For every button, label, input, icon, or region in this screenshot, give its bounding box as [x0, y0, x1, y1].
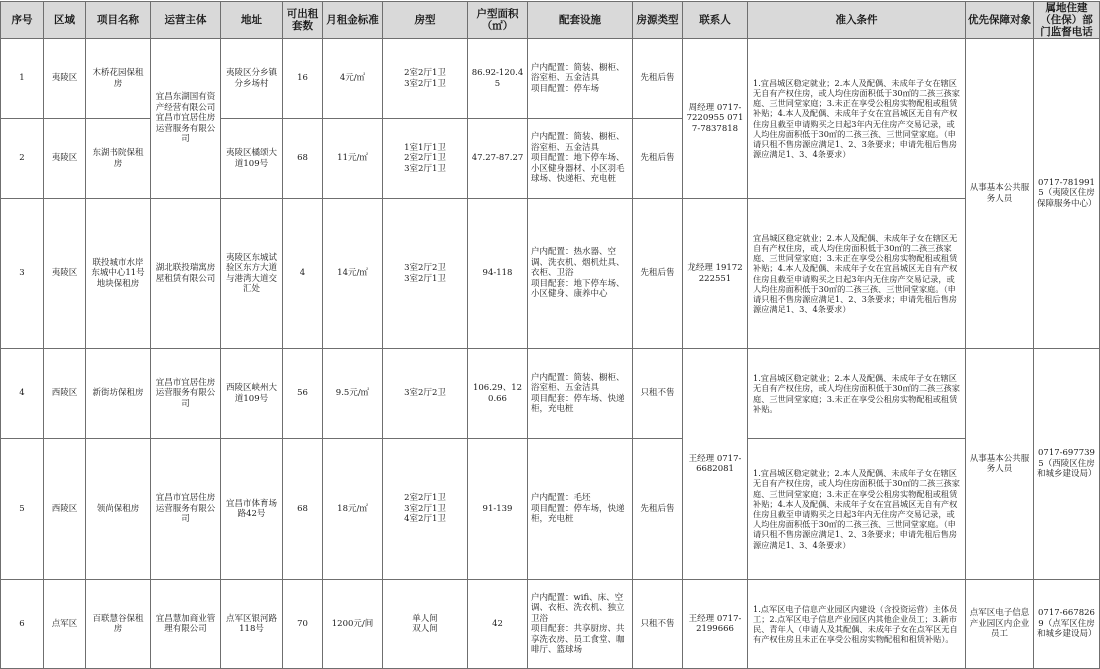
header-area: 区域 [44, 2, 86, 39]
cell-layout [383, 349, 468, 439]
header-no: 序号 [1, 2, 44, 39]
cell-housing-type: 先租后售 [633, 439, 683, 580]
header-unit-count: 可出租套数 [283, 2, 323, 39]
cell-size: 106.29、120.66 [468, 349, 528, 439]
cell-rent: 11元/㎡ [323, 119, 383, 199]
header-row [1, 2, 1100, 39]
layout-line: 双人间 [412, 624, 438, 634]
cell-area: 夷陵区 [44, 199, 86, 349]
cell-size: 91-139 [468, 439, 528, 580]
facility-line: 项目配置：停车场 [531, 83, 600, 94]
cell-layout [383, 580, 468, 669]
header-requirements: 准入条件 [748, 2, 966, 39]
layout-line: 3室2厅1卫 [404, 273, 446, 284]
cell-requirements: 1.宜昌城区稳定就业；2.本人及配偶、未成年子女在辖区无自有产权住房，或人均住房面积低于30㎡的二孩三孩家庭、三世同堂家庭；3.未正在享受公租房实物配租或租赁补贴；4.本人及配偶、未成年子女在宜昌城区无自有产权住房且截至申请购买之日起3年内无住房产交易记录，或人均住房面积低于30㎡的二孩三孩、三世同堂家庭。（申请只租不售房源应满足1、2、3条要求；申请先租后售房源应满足1、3、4条要求） [748, 439, 966, 580]
cell-no: 2 [1, 119, 44, 199]
cell-contact: 王经理 0717-2199666 [683, 580, 748, 669]
cell-unit-count: 56 [283, 349, 323, 439]
cell-layout [383, 199, 468, 349]
cell-no: 6 [1, 580, 44, 669]
table-row [1, 349, 1100, 439]
cell-housing-type: 先租后售 [633, 119, 683, 199]
cell-area: 西陵区 [44, 439, 86, 580]
cell-project-name: 百联慧谷保租房 [86, 580, 151, 669]
cell-rent: 1200元/间 [323, 580, 383, 669]
cell-area: 西陵区 [44, 349, 86, 439]
cell-operator: 宜昌市宜居住房运营服务有限公司 [151, 349, 221, 439]
cell-facilities [528, 349, 633, 439]
header-size: 户型面积（㎡） [468, 2, 528, 39]
header-rent: 月租金标准 [323, 2, 383, 39]
cell-area: 夷陵区 [44, 39, 86, 119]
cell-no: 4 [1, 349, 44, 439]
cell-address: 宜昌市体育场路42号 [221, 439, 283, 580]
cell-unit-count: 16 [283, 39, 323, 119]
cell-facilities [528, 119, 633, 199]
header-housing-type: 房源类型 [633, 2, 683, 39]
cell-project-name: 联投城市水岸东城中心11号地块保租房 [86, 199, 151, 349]
cell-requirements: 1.点军区电子信息产业园区内建设（含投资运营）主体员工；2.点军区电子信息产业园区内其他企业员工；3.新市民、青年人（申请人及其配偶、未成年子女在点军区无自有产权住房且未正在享受公租房实物配租和租赁补贴）。 [748, 580, 966, 669]
layout-line: 3室2厅1卫 [404, 503, 446, 514]
layout-line: 2室2厅1卫 [404, 153, 446, 164]
cell-project-name: 东湖书院保租房 [86, 119, 151, 199]
facility-line: 项目配套：地下停车场、小区健身、康养中心 [531, 278, 625, 300]
cell-project-name: 领尚保租房 [86, 439, 151, 580]
cell-no: 5 [1, 439, 44, 580]
header-address: 地址 [221, 2, 283, 39]
facility-line: 户内配置：简装、橱柜、浴室柜、五金洁具 [531, 372, 625, 393]
cell-rent: 14元/㎡ [323, 199, 383, 349]
cell-requirements: 1.宜昌城区稳定就业；2.本人及配偶、未成年子女在辖区无自有产权住房，或人均住房面积低于30㎡的二孩三孩家庭、三世同堂家庭；3.未正在享受公租房实物配租或租赁补贴；4.本人及配偶、未成年子女在宜昌城区无自有产权住房且截至申请购买之日起3年内无住房产交易记录，或人均住房面积低于30㎡的二孩三孩、三世同堂家庭。（申请只租不售房源应满足1、2、3条要求；申请先租后售房源应满足1、3、4条要求） [748, 39, 966, 199]
cell-operator: 宜昌市宜居住房运营服务有限公司 [151, 439, 221, 580]
cell-facilities [528, 39, 633, 119]
cell-area: 夷陵区 [44, 119, 86, 199]
cell-housing-type: 只租不售 [633, 580, 683, 669]
cell-layout [383, 119, 468, 199]
cell-priority: 从事基本公共服务人员 [966, 349, 1034, 580]
table-row [1, 580, 1100, 669]
cell-size: 42 [468, 580, 528, 669]
cell-operator: 湖北联投瑞寓房屋租赁有限公司 [151, 199, 221, 349]
cell-no: 3 [1, 199, 44, 349]
cell-no: 1 [1, 39, 44, 119]
cell-unit-count: 68 [283, 439, 323, 580]
cell-address: 点军区银河路118号 [221, 580, 283, 669]
header-project-name: 项目名称 [86, 2, 151, 39]
facility-line: 户内配置：wifi、床、空调、衣柜、洗衣机、独立卫浴 [531, 592, 625, 624]
cell-contact: 龙经理 19172222551 [683, 199, 748, 349]
header-operator: 运营主体 [151, 2, 221, 39]
layout-line: 单人间 [412, 613, 438, 624]
cell-area: 点军区 [44, 580, 86, 669]
cell-address: 夷陵区分乡镇分乡场村 [221, 39, 283, 119]
cell-project-name: 新街坊保租房 [86, 349, 151, 439]
cell-facilities [528, 580, 633, 669]
cell-unit-count: 70 [283, 580, 323, 669]
table-row [1, 439, 1100, 580]
cell-supervision-phone: 0717-6678269（点军区住房和城乡建设局） [1034, 580, 1100, 669]
cell-operator: 宜昌东湖国有资产经营有限公司宜昌市宜居住房运营服务有限公司 [151, 39, 221, 199]
cell-project-name: 木桥花园保租房 [86, 39, 151, 119]
layout-line: 1室1厅1卫 [404, 142, 446, 153]
cell-size: 94-118 [468, 199, 528, 349]
layout-line: 2室2厅1卫 [404, 493, 446, 504]
rental-housing-table [0, 1, 1100, 669]
cell-supervision-phone: 0717-6977395（西陵区住房和城乡建设局） [1034, 349, 1100, 580]
cell-rent: 18元/㎡ [323, 439, 383, 580]
layout-line: 3室2厅1卫 [404, 78, 446, 89]
cell-unit-count: 68 [283, 119, 323, 199]
cell-facilities [528, 439, 633, 580]
cell-rent: 4元/㎡ [323, 39, 383, 119]
layout-line: 2室2厅1卫 [404, 68, 446, 78]
header-contact: 联系人 [683, 2, 748, 39]
cell-supervision-phone: 0717-7819915（夷陵区住房保障服务中心） [1034, 39, 1100, 349]
cell-address: 夷陵区东城试验区东方大道与港湾大道交汇处 [221, 199, 283, 349]
header-facilities: 配套设施 [528, 2, 633, 39]
facility-line: 户内配置：热水器、空调、洗衣机、烟机灶具、衣柜、卫浴 [531, 247, 625, 279]
table-row [1, 199, 1100, 349]
cell-priority: 从事基本公共服务人员 [966, 39, 1034, 349]
layout-line: 3室2厅2卫 [404, 388, 446, 399]
cell-requirements: 宜昌城区稳定就业；2.本人及配偶、未成年子女在辖区无自有产权住房，或人均住房面积低于30㎡的二孩三孩家庭、三世同堂家庭；3.未正在享受公租房实物配租或租赁补贴；4.本人及配偶、未成年子女在宜昌城区无自有产权住房且截至申请购买之日起3年内无住房产交易记录，或人均住房面积低于30㎡的二孩三孩、三世同堂家庭。（申请只租不售房源应满足1、2、3条要求；申请先租后售房源应满足1、3、4条要求） [748, 199, 966, 349]
cell-requirements: 1.宜昌城区稳定就业；2.本人及配偶、未成年子女在辖区无自有产权住房，或人均住房面积低于30㎡的二孩三孩家庭、三世同堂家庭；3.未正在享受公租房实物配租或租赁补贴。 [748, 349, 966, 439]
facility-line: 项目配套：共享厨房、共享洗衣房、员工食堂、咖啡厅、篮球场 [531, 624, 625, 655]
header-layout: 房型 [383, 2, 468, 39]
cell-housing-type: 先租后售 [633, 199, 683, 349]
cell-contact: 王经理 0717-6682081 [683, 349, 748, 580]
facility-line: 户内配置：简装、橱柜、浴室柜、五金洁具 [531, 62, 625, 84]
facility-line: 项目配套：停车场、快递柜，充电桩 [531, 393, 625, 414]
layout-line: 3室2厅1卫 [404, 163, 446, 174]
cell-unit-count: 4 [283, 199, 323, 349]
cell-size: 86.92-120.45 [468, 39, 528, 119]
header-priority: 优先保障对象 [966, 2, 1034, 39]
facility-line: 户内配置：毛坯 [531, 493, 591, 504]
table-row [1, 39, 1100, 119]
facility-line: 项目配置：停车场，快递柜，充电桩 [531, 503, 625, 525]
layout-line: 3室2厅2卫 [404, 263, 446, 273]
cell-size: 47.27-87.27 [468, 119, 528, 199]
cell-address: 西陵区峡州大道109号 [221, 349, 283, 439]
cell-layout [383, 39, 468, 119]
header-supervision-phone: 属地住建（住保）部门监督电话 [1034, 2, 1100, 39]
cell-priority: 点军区电子信息产业园区内企业员工 [966, 580, 1034, 669]
cell-operator: 宜昌慧加商业管理有限公司 [151, 580, 221, 669]
cell-housing-type: 先租后售 [633, 39, 683, 119]
cell-facilities [528, 199, 633, 349]
layout-line: 4室2厅1卫 [404, 514, 446, 525]
cell-address: 夷陵区橘颂大道109号 [221, 119, 283, 199]
facility-line: 项目配置：地下停车场、小区健身器材、小区羽毛球场、快递柜、充电桩 [531, 153, 625, 185]
cell-rent: 9.5元/㎡ [323, 349, 383, 439]
cell-layout [383, 439, 468, 580]
cell-housing-type: 只租不售 [633, 349, 683, 439]
cell-contact: 周经理 0717-7220955 0717-7837818 [683, 39, 748, 199]
facility-line: 户内配置：简装、橱柜、浴室柜、五金洁具 [531, 132, 625, 153]
